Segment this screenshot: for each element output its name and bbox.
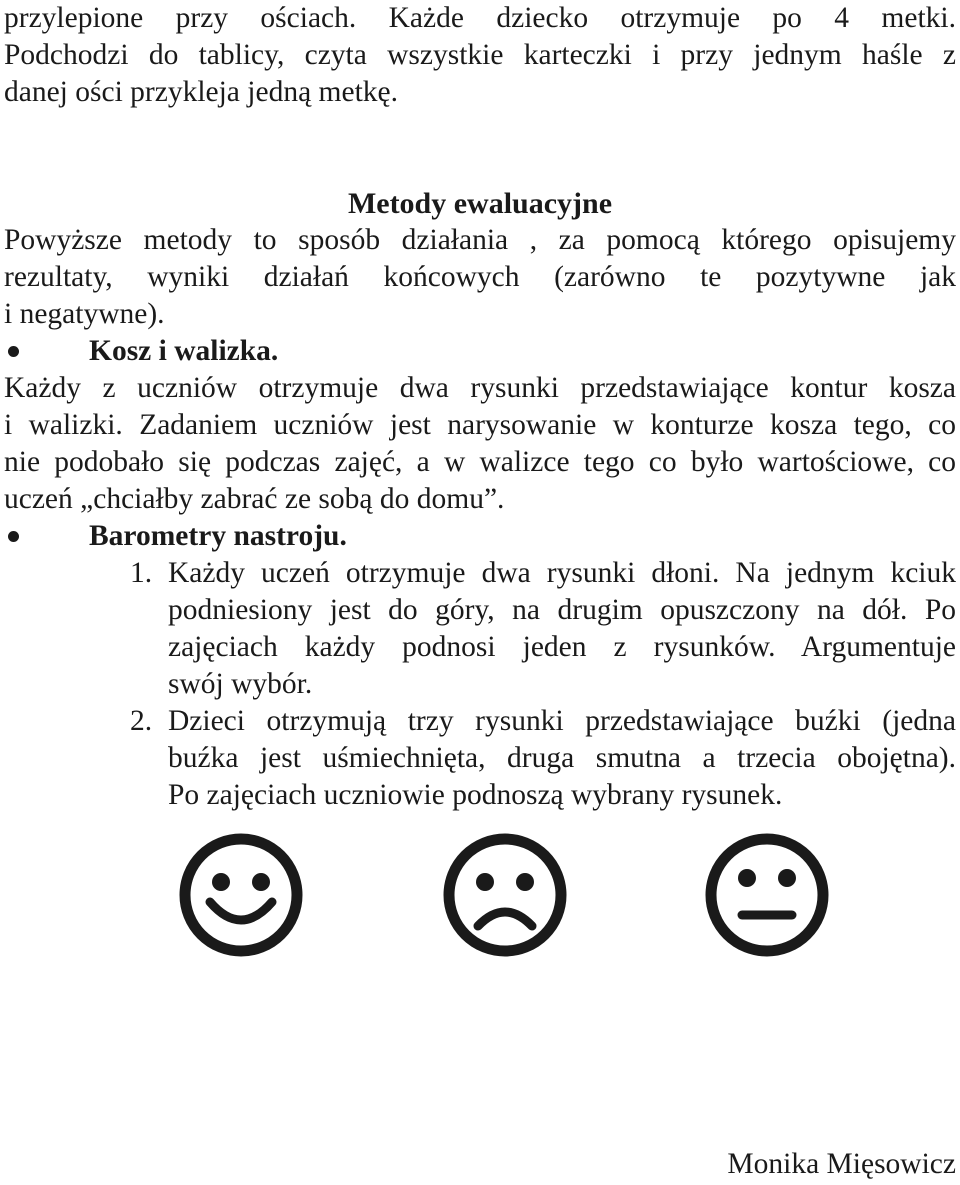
item-number: 2. (130, 705, 153, 737)
text-line: danej ości przykleja jedną metkę. (4, 76, 398, 108)
text-line: Powyższe metody to sposób działania , za pomocą którego opisujemy (4, 224, 956, 256)
section-heading: Metody ewaluacyjne (347, 187, 613, 220)
method-description (4, 370, 956, 518)
section-paragraph (4, 222, 956, 333)
method-heading-row (4, 333, 956, 370)
text-line: zajęciach każdy podnosi jeden z rysunków. Argumentuje (168, 631, 956, 663)
method-heading-row (4, 518, 956, 555)
numbered-item (4, 555, 956, 703)
text-line: uczeń „chciałby zabrać ze sobą do domu”. (4, 483, 505, 515)
bullet-icon (8, 531, 19, 542)
numbered-item (4, 703, 956, 814)
author-name: Monika Mięsowicz (727, 1148, 956, 1180)
text-line: buźka jest uśmiechnięta, druga smutna a trzecia obojętna). (168, 742, 956, 774)
smiling-face-icon (176, 830, 306, 960)
item-number: 1. (130, 557, 153, 589)
text-line: Każdy z uczniów otrzymuje dwa rysunki przedstawiające kontur kosza (4, 372, 956, 404)
text-line: Podchodzi do tablicy, czyta wszystkie karteczki i przy jednym haśle z (4, 39, 956, 71)
text-line: podniesiony jest do góry, na drugim opuszczony na dół. Po (168, 594, 956, 626)
text-line: przylepione przy ościach. Każde dziecko otrzymuje po 4 metki. (4, 2, 956, 34)
text-line: i walizki. Zadaniem uczniów jest narysowanie w konturze kosza tego, co (4, 409, 956, 441)
text-line: Po zajęciach uczniowie podnoszą wybrany rysunek. (168, 779, 783, 811)
document-page (4, 0, 956, 814)
text-line: Każdy uczeń otrzymuje dwa rysunki dłoni. Na jednym kciuk (168, 557, 956, 589)
text-line: Dzieci otrzymują trzy rysunki przedstawiające buźki (jedna (168, 705, 956, 737)
sad-face-icon (440, 830, 570, 960)
method-title: Barometry nastroju. (89, 520, 347, 552)
neutral-face-icon (702, 830, 832, 960)
intro-paragraph (4, 0, 956, 111)
text-line: swój wybór. (168, 668, 313, 700)
text-line: rezultaty, wyniki działań końcowych (zarówno te pozytywne jak (4, 261, 956, 293)
text-line: nie podobało się podczas zajęć, a w walizce tego co było wartościowe, co (4, 446, 956, 478)
faces-illustration (0, 830, 960, 960)
bullet-icon (8, 346, 19, 357)
method-title: Kosz i walizka. (89, 335, 279, 367)
text-line: i negatywne). (4, 298, 165, 330)
